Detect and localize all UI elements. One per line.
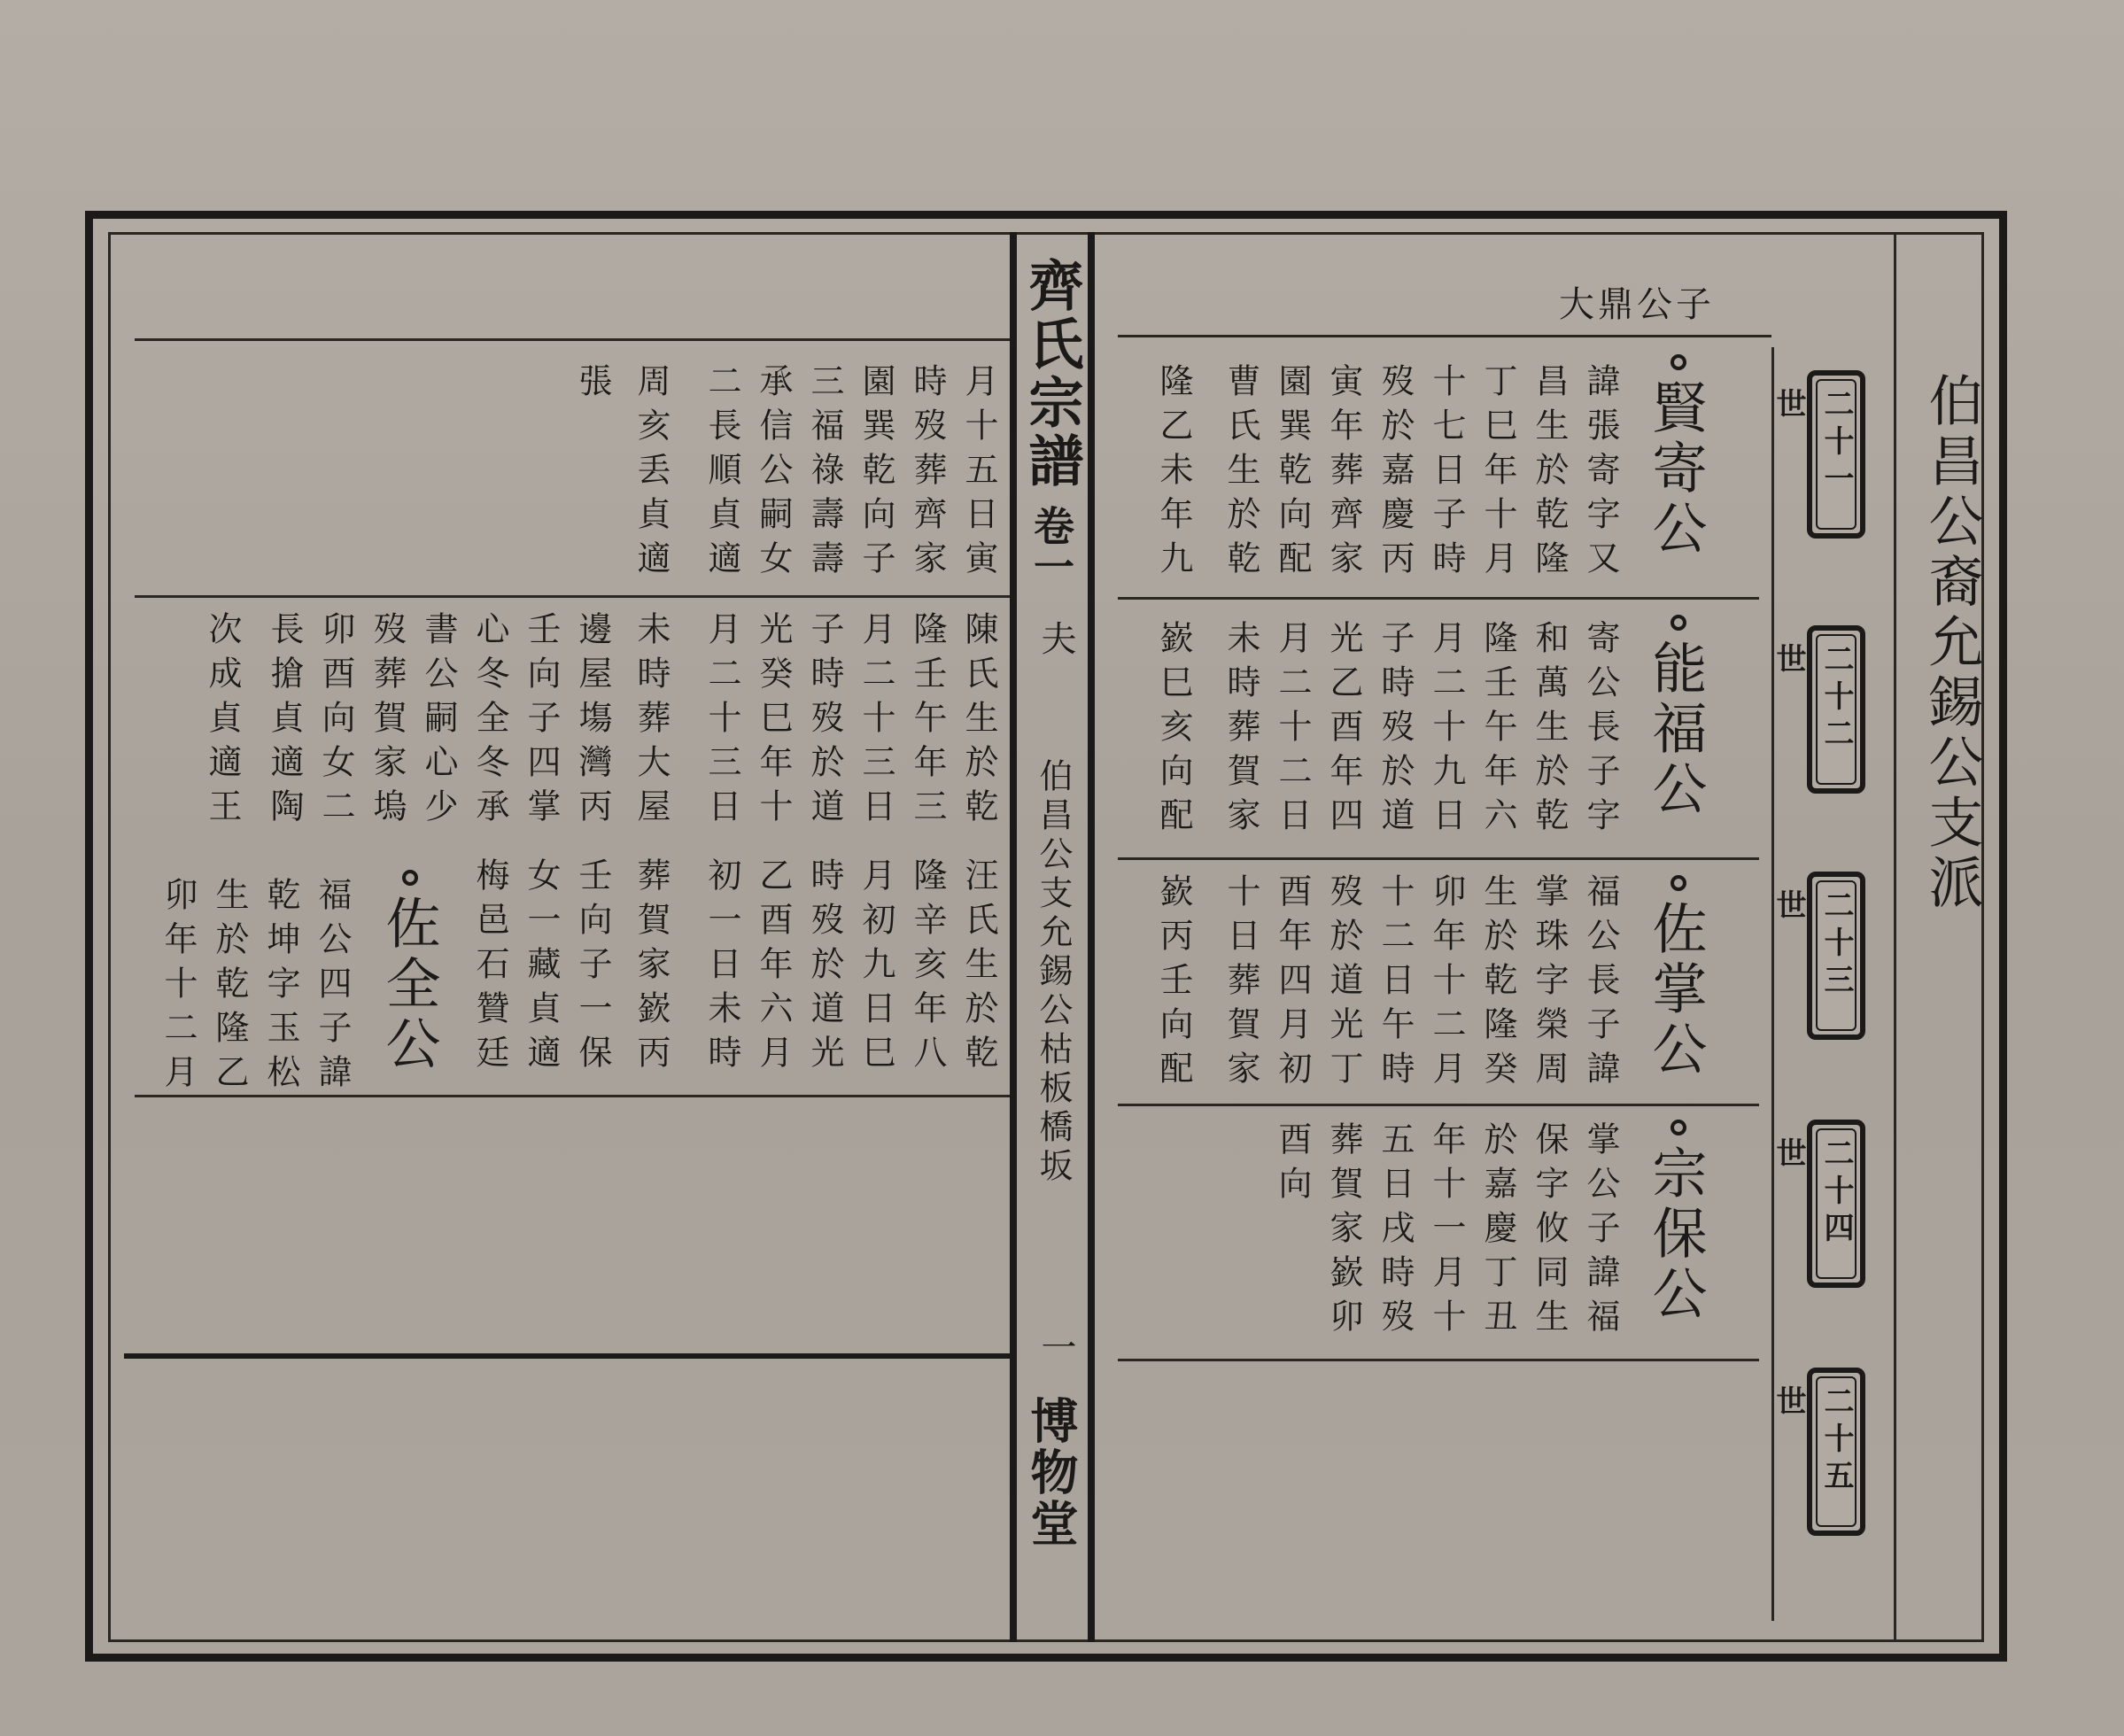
entry-line: 年十一月十 [1427, 1121, 1466, 1343]
generation-box-21: 二十一世 [1807, 370, 1865, 539]
generation-box-25: 二十五世 [1807, 1368, 1865, 1536]
branch-title: 伯昌公裔允錫公支派 [1919, 372, 1984, 914]
entry-line: 歿於嘉慶丙 [1376, 363, 1415, 585]
entry-line: 福公長子諱 [1581, 873, 1620, 1095]
title-column-divider [1894, 232, 1896, 1642]
entry-line: 保字攸同生 [1530, 1121, 1569, 1343]
entry-line: 乙酉年六月 [754, 857, 793, 1079]
volume-label: 卷一 [1027, 505, 1075, 586]
generation-box-23: 二十三世 [1807, 872, 1865, 1040]
entry-line: 隆壬午年六 [1478, 620, 1517, 841]
entry-line: 初一日未時 [702, 857, 741, 1079]
entry-line: 葬賀家嶔丙 [632, 857, 671, 1079]
person-marker [1671, 1120, 1686, 1135]
entry-line: 心冬全冬承 [470, 611, 509, 833]
entry-line: 光癸巳年十 [754, 611, 793, 833]
entry-line: 十七日子時 [1427, 363, 1466, 585]
entry-line: 隆辛亥年八 [908, 857, 947, 1079]
entry-line: 月初九日巳 [857, 857, 895, 1079]
person-marker [1671, 615, 1686, 631]
entry-line: 十日葬賀家 [1221, 873, 1260, 1095]
entry-line: 張 [573, 363, 612, 407]
entry-line: 月二十二日 [1273, 620, 1312, 841]
entry-line: 隆乙未年九 [1154, 363, 1193, 585]
entry-line: 卯年十二月 [159, 877, 198, 1098]
entry-line: 掌公子諱福 [1581, 1121, 1620, 1343]
entry-line: 未時葬賀家 [1221, 620, 1260, 841]
entry-line: 承信公嗣女 [754, 363, 793, 585]
entry-line: 生於乾隆乙 [210, 877, 249, 1098]
row-rule-1 [1118, 597, 1759, 600]
entry-line: 邊屋塲灣丙 [573, 611, 612, 833]
entry-line: 月二十三日 [857, 611, 895, 833]
entry-line: 十二日午時 [1376, 873, 1415, 1095]
page-number: 夫 [1035, 620, 1076, 655]
entry-line: 葬賀家嶔卯 [1324, 1121, 1363, 1343]
entry-line: 生於乾隆癸 [1478, 873, 1517, 1095]
generation-box-22: 二十二世 [1807, 625, 1865, 794]
person-name: 宗保公 [1643, 1144, 1708, 1325]
entry-line: 於嘉慶丁丑 [1478, 1121, 1517, 1343]
row-rule-3 [1118, 1104, 1759, 1106]
entry-line: 歿葬賀家塢 [368, 611, 407, 833]
entry-line: 寄公長子字 [1581, 620, 1620, 841]
person-marker [1671, 354, 1686, 370]
entry-line: 曹氏生於乾 [1221, 363, 1260, 585]
entry-line: 園巽乾向子 [857, 363, 895, 585]
entry-line: 子時歿於道 [805, 611, 844, 833]
row-rule-2 [1118, 857, 1759, 860]
entry-line: 未時葬大屋 [632, 611, 671, 833]
entry-line: 汪氏生於乾 [959, 857, 998, 1079]
left-row-rule-1 [135, 595, 1010, 598]
entry-line: 酉年四月初 [1273, 873, 1312, 1095]
row-rule-4 [1118, 1359, 1759, 1361]
entry-line: 卯酉向女二 [316, 611, 355, 833]
person-marker [402, 870, 418, 886]
leaf-number: 一 [1035, 1329, 1076, 1364]
entry-line: 周亥丢貞適 [632, 363, 671, 585]
entry-line: 壬向子四掌 [522, 611, 561, 833]
entry-line: 卯年十二月 [1427, 873, 1466, 1095]
entry-line: 三福祿壽壽 [805, 363, 844, 585]
entry-line: 和萬生於乾 [1530, 620, 1569, 841]
hall-name: 博物堂 [1023, 1396, 1080, 1550]
entry-line: 子時歿於道 [1376, 620, 1415, 841]
entry-line: 嶔丙壬向配 [1154, 873, 1193, 1095]
entry-line: 酉向 [1273, 1121, 1312, 1210]
entry-line: 月十五日寅 [959, 363, 998, 585]
entry-line: 二長順貞適 [702, 363, 741, 585]
entry-line: 月二十九日 [1427, 620, 1466, 841]
entry-line: 陳氏生於乾 [959, 611, 998, 833]
book-title: 齊氏宗譜 [1019, 257, 1084, 491]
father-note: 大鼎公子 [1559, 284, 1715, 325]
entry-line: 乾坤字玉松 [261, 877, 300, 1098]
person-name: 佐全公 [376, 895, 441, 1075]
left-bottom-rule [124, 1353, 1010, 1359]
person-name: 佐掌公 [1643, 900, 1708, 1081]
entry-line: 長搶貞適陶 [265, 611, 304, 833]
person-name: 能福公 [1643, 639, 1708, 820]
right-header-rule [1118, 335, 1771, 337]
entry-line: 次成貞適王 [203, 611, 242, 833]
entry-line: 昌生於乾隆 [1530, 363, 1569, 585]
entry-line: 月二十三日 [702, 611, 741, 833]
entry-line: 光乙酉年四 [1324, 620, 1363, 841]
generation-box-24: 二十四世 [1807, 1120, 1865, 1288]
entry-line: 掌珠字榮周 [1530, 873, 1569, 1095]
entry-line: 諱張寄字又 [1581, 363, 1620, 585]
spine-branch-line: 伯昌公支允錫公枯板橋坂 [1034, 758, 1073, 1187]
entry-line: 園巽乾向配 [1273, 363, 1312, 585]
entry-line: 歿於道光丁 [1324, 873, 1363, 1095]
person-marker [1671, 875, 1686, 891]
entry-line: 丁巳年十月 [1478, 363, 1517, 585]
entry-line: 梅邑石贊廷 [470, 857, 509, 1079]
generation-column-divider [1771, 347, 1774, 1621]
left-header-rule [135, 338, 1010, 341]
entry-line: 隆壬午年三 [908, 611, 947, 833]
entry-line: 女一藏貞適 [522, 857, 561, 1079]
entry-line: 時歿葬齊家 [908, 363, 947, 585]
entry-line: 福公四子諱 [313, 877, 352, 1098]
entry-line: 壬向子一保 [573, 857, 612, 1079]
entry-line: 時歿於道光 [805, 857, 844, 1079]
entry-line: 嶔巳亥向配 [1154, 620, 1193, 841]
entry-line: 書公嗣心少 [419, 611, 458, 833]
entry-line: 五日戌時歿 [1376, 1121, 1415, 1343]
entry-line: 寅年葬齊家 [1324, 363, 1363, 585]
person-name: 賢寄公 [1643, 379, 1708, 560]
